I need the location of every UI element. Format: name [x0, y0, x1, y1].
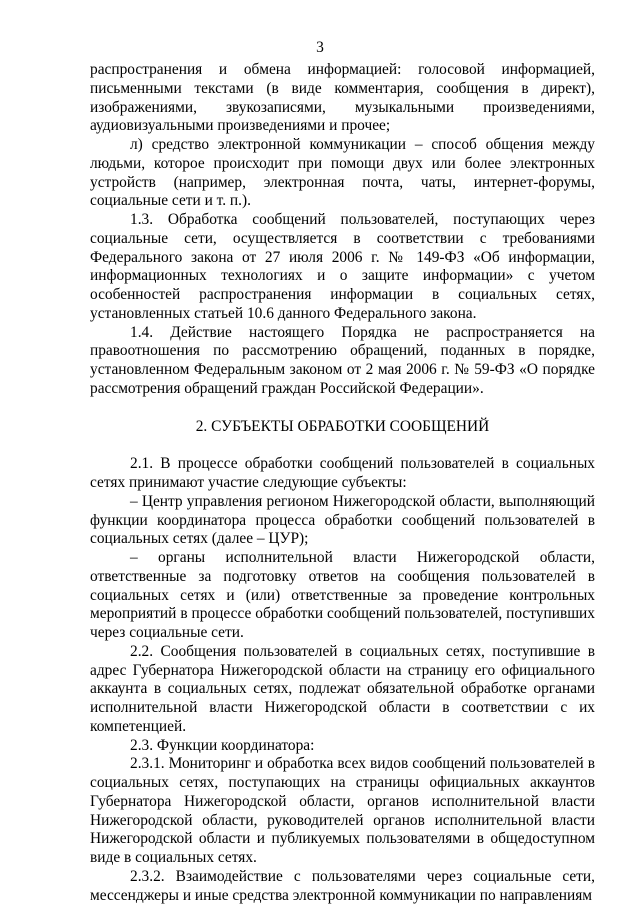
paragraph-item-l: л) средство электронной коммуникации – способ общения между людьми, которое происходит при помощи двух или более электронных устройств (например, электронная почта, чаты, интернет-форумы, социальные сети и т. п.). [90, 136, 595, 210]
paragraph-1-3: 1.3. Обработка сообщений пользователей, поступающих через социальные сети, осуществляется в соответствии с требованиями Федерального закона от 27 июля 2006 г. № 149-ФЗ «Об информации, информационных технологиях и о защите информации» с учетом особенностей распространения информации в социальных сетях, установленных статьей 10.6 данного Федерального закона. [90, 211, 595, 322]
paragraph-2-3-2: 2.3.2. Взаимодействие с пользователями через социальные сети, мессенджеры и иные средства электронной коммуникации по направлениям [90, 867, 595, 904]
page-number: 3 [316, 39, 324, 56]
paragraph-2-2: 2.2. Сообщения пользователей в социальных сетях, поступившие в адрес Губернатора Нижегородской области на страницу его официального аккаунта в социальных сетях, подлежат обязательной обработке органами исполнительной власти Нижегородской области в соответствии с их компетенцией. [90, 642, 595, 735]
list-item-cur: – Центр управления регионом Нижегородской области, выполняющий функции координатора процесса обработки сообщений пользователей в социальных сетях (далее – ЦУР); [90, 492, 595, 548]
paragraph-2-3-1: 2.3.1. Мониторинг и обработка всех видов сообщений пользователей в социальных сетях, поступающих на страницы официальных аккаунтов Губернатора Нижегородской области, органов исполнительной власти Нижегородской области, руководителей органов исполнительной власти Нижегородской области и публикуемых пользователями в общедоступном виде в социальных сетях. [90, 755, 595, 866]
paragraph-2-3: 2.3. Функции координатора: [130, 736, 315, 754]
section-heading: 2. СУБЪЕКТЫ ОБРАБОТКИ СООБЩЕНИЙ [195, 417, 490, 435]
paragraph-2-1: 2.1. В процессе обработки сообщений пользователей в социальных сетях принимают участие следующие субъекты: [90, 455, 595, 491]
paragraph-continuation: распространения и обмена информацией: голосовой информацией, письменными текстами (в виде комментария, сообщения в директ), изображениями, звукозаписями, музыкальными произведениями, аудиовизуальными произведениями и прочее; [90, 61, 595, 135]
paragraph-1-4: 1.4. Действие настоящего Порядка не распространяется на правоотношения по рассмотрению обращений, поданных в порядке, установленном Федеральным законом от 2 мая 2006 г. № 59-ФЗ «О порядке рассмотрения обращений граждан Российской Федерации». [90, 323, 595, 397]
document-body [90, 61, 595, 905]
list-item-executive-bodies: – органы исполнительной власти Нижегородской области, ответственные за подготовку ответов на сообщения пользователей в социальных сетях и (или) ответственные за проведение контрольных мероприятий в процессе обработки сообщений пользователей, поступивших через социальные сети. [90, 549, 595, 641]
